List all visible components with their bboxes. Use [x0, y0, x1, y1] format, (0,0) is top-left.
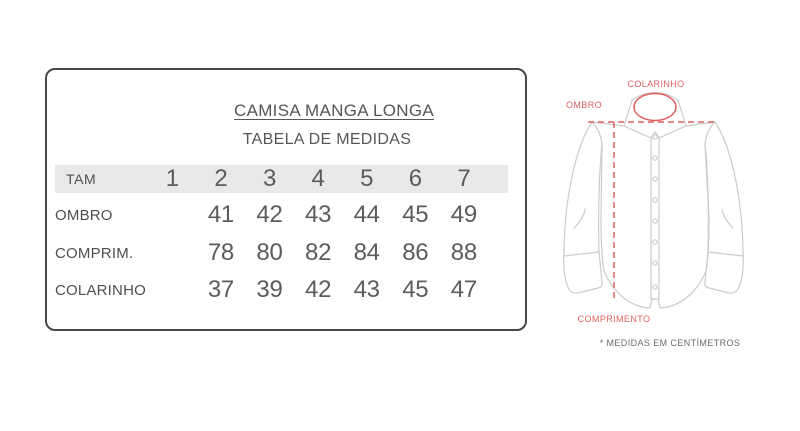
size-column-3: 3	[262, 165, 277, 192]
size-column-4: 4	[311, 165, 325, 192]
comprim-size-5: 84	[353, 239, 380, 266]
comprimento-label: COMPRIMENTO	[577, 314, 651, 324]
size-header-row	[55, 165, 508, 193]
comprim-size-7: 88	[450, 239, 477, 266]
units-note: * MEDIDAS EM CENTÍMETROS	[599, 338, 741, 348]
colarinho-measure-ellipse	[634, 94, 676, 121]
comprim-size-4: 82	[305, 239, 332, 266]
size-column-5: 5	[360, 165, 374, 192]
size-column-1: 1	[165, 165, 179, 192]
colarinho-size-7: 47	[450, 276, 477, 303]
ombro-size-7: 49	[450, 201, 477, 228]
colarinho-size-3: 39	[256, 276, 283, 303]
chart-subtitle: TABELA DE MEDIDAS	[242, 131, 412, 148]
colarinho-size-2: 37	[207, 276, 234, 303]
ombro-size-5: 44	[353, 201, 380, 228]
ombro-label: OMBRO	[565, 100, 603, 110]
table-row-colarinho	[55, 276, 508, 304]
ombro-size-6: 45	[402, 201, 429, 228]
shirt-outline-icon	[550, 78, 760, 328]
size-column-6: 6	[408, 165, 422, 192]
comprim-size-2: 78	[207, 239, 234, 266]
table-row-comprimento	[55, 239, 508, 267]
colarinho-size-6: 45	[402, 276, 429, 303]
size-chart-box	[45, 68, 527, 331]
size-column-7: 7	[457, 165, 471, 192]
comprim-size-6: 86	[402, 239, 429, 266]
size-header-label: TAM	[66, 171, 97, 187]
ombro-size-4: 43	[305, 201, 332, 228]
colarinho-size-5: 43	[353, 276, 380, 303]
ombro-size-2: 41	[207, 201, 234, 228]
colarinho-size-4: 42	[305, 276, 332, 303]
row-label-comprimento: COMPRIM.	[55, 244, 134, 262]
size-column-2: 2	[214, 165, 228, 192]
shirt-measure-diagram	[550, 60, 800, 370]
table-row-ombro	[55, 201, 508, 229]
ombro-size-3: 42	[256, 201, 283, 228]
chart-title: CAMISA MANGA LONGA	[233, 101, 435, 120]
colarinho-label: COLARINHO	[627, 79, 685, 89]
row-label-colarinho: COLARINHO	[55, 281, 146, 299]
comprim-size-3: 80	[256, 239, 283, 266]
row-label-ombro: OMBRO	[55, 206, 113, 224]
